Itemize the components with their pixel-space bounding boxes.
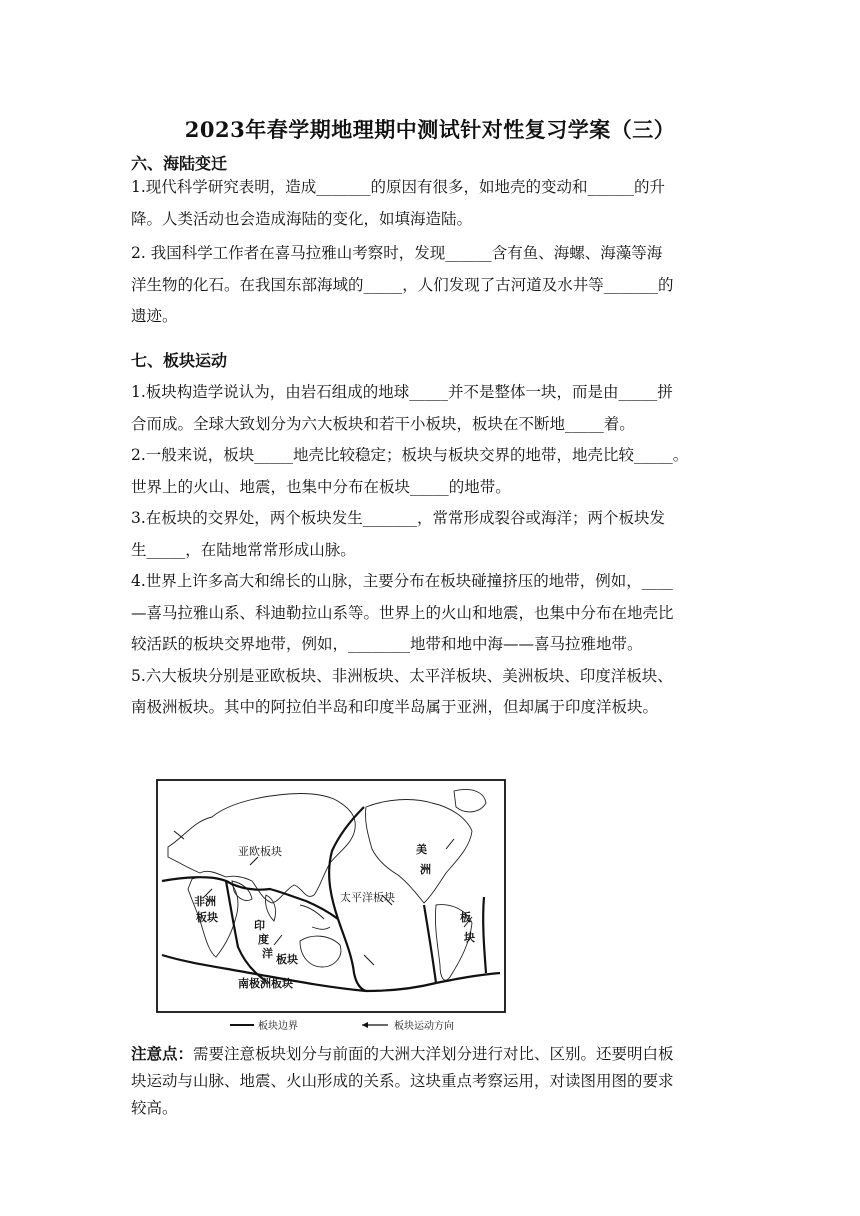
text-line: 遗迹。	[131, 307, 178, 325]
text-line: 3.在板块的交界处，两个板块发生_______，常常形成裂谷或海洋；两个板块发	[131, 509, 666, 527]
page-title: 2023年春学期地理期中测试针对性复习学案（三）	[184, 117, 676, 142]
text-line: 2. 我国科学工作者在喜马拉雅山考察时，发现______含有鱼、海螺、海藻等海	[131, 244, 663, 262]
plate-map	[154, 777, 510, 1034]
legend-boundary-label: 板块边界	[258, 1021, 298, 1032]
legend-direction-label: 板块运动方向	[394, 1021, 454, 1032]
note-block	[131, 1040, 731, 1122]
section-heading-6: 六、海陆变迁	[131, 154, 228, 173]
map-legend	[230, 1019, 454, 1032]
text-line: 1.板块构造学说认为，由岩石组成的地球_____并不是整体一块，而是由_____拼	[131, 383, 673, 401]
label-eurasia: 亚欧板块	[238, 845, 282, 858]
text-line: 世界上的火山、地震，也集中分布在板块_____的地带。	[131, 477, 511, 496]
label-africa-2: 板块	[196, 911, 218, 924]
section-7-body	[131, 377, 731, 724]
text-line: 洋生物的化石。在我国东部海域的_____，人们发现了古河道及水井等_______的	[131, 275, 674, 294]
note-text: 块运动与山脉、地震、火山形成的关系。这块重点考察运用，对读图用图的要求	[131, 1072, 674, 1090]
text-line: 5.六大板块分别是亚欧板块、非洲板块、太平洋板块、美洲板块、印度洋板块、	[131, 666, 673, 685]
label-indian-2: 度	[258, 933, 269, 946]
label-indian-1: 印	[254, 919, 265, 932]
label-africa-1: 非洲	[194, 895, 216, 908]
section-6-body	[131, 172, 731, 333]
text-line: 降。人类活动也会造成海陆的变化，如填海造陆。	[131, 209, 473, 228]
text-line: 较活跃的板块交界地带，例如，________地带和地中海——喜马拉雅地带。	[131, 635, 643, 653]
label-america-1: 美	[416, 843, 427, 856]
text-line: 1.现代科学研究表明，造成_______的原因有很多，如地壳的变动和______的升	[131, 178, 666, 196]
text-line: 4.世界上许多高大和绵长的山脉，主要分布在板块碰撞挤压的地带，例如，____	[131, 572, 673, 590]
text-line: 生_____，在陆地常常形成山脉。	[131, 540, 356, 559]
label-indian-3: 洋	[262, 947, 273, 960]
text-line: 南极洲板块。其中的阿拉伯半岛和印度半岛属于亚洲，但却属于印度洋板块。	[131, 698, 659, 716]
label-indian-4: 板块	[276, 953, 298, 966]
note-text: 较高。	[131, 1099, 178, 1117]
note-text: 需要注意板块划分与前面的大洲大洋划分进行对比、区别。还要明白板	[193, 1045, 674, 1063]
section-heading-7: 七、板块运动	[131, 351, 228, 370]
label-antarctic: 南极洲板块	[238, 977, 293, 990]
label-pacific: 太平洋板块	[340, 891, 395, 904]
label-america-4: 块	[464, 931, 475, 944]
plate-map-figure	[154, 777, 510, 1034]
label-america-3: 板	[460, 911, 471, 924]
text-line: 合而成。全球大致划分为六大板块和若干小板块，板块在不断地_____着。	[131, 414, 635, 433]
legend-arrow-head	[362, 1022, 368, 1028]
text-line: —喜马拉雅山系、科迪勒拉山系等。世界上的火山和地震，也集中分布在地壳比	[131, 603, 674, 622]
text-line: 2.一般来说，板块_____地壳比较稳定；板块与板块交界的地带，地壳比较_____。	[131, 446, 689, 464]
label-america-2: 洲	[420, 863, 431, 876]
note-label: 注意点：	[131, 1044, 194, 1063]
